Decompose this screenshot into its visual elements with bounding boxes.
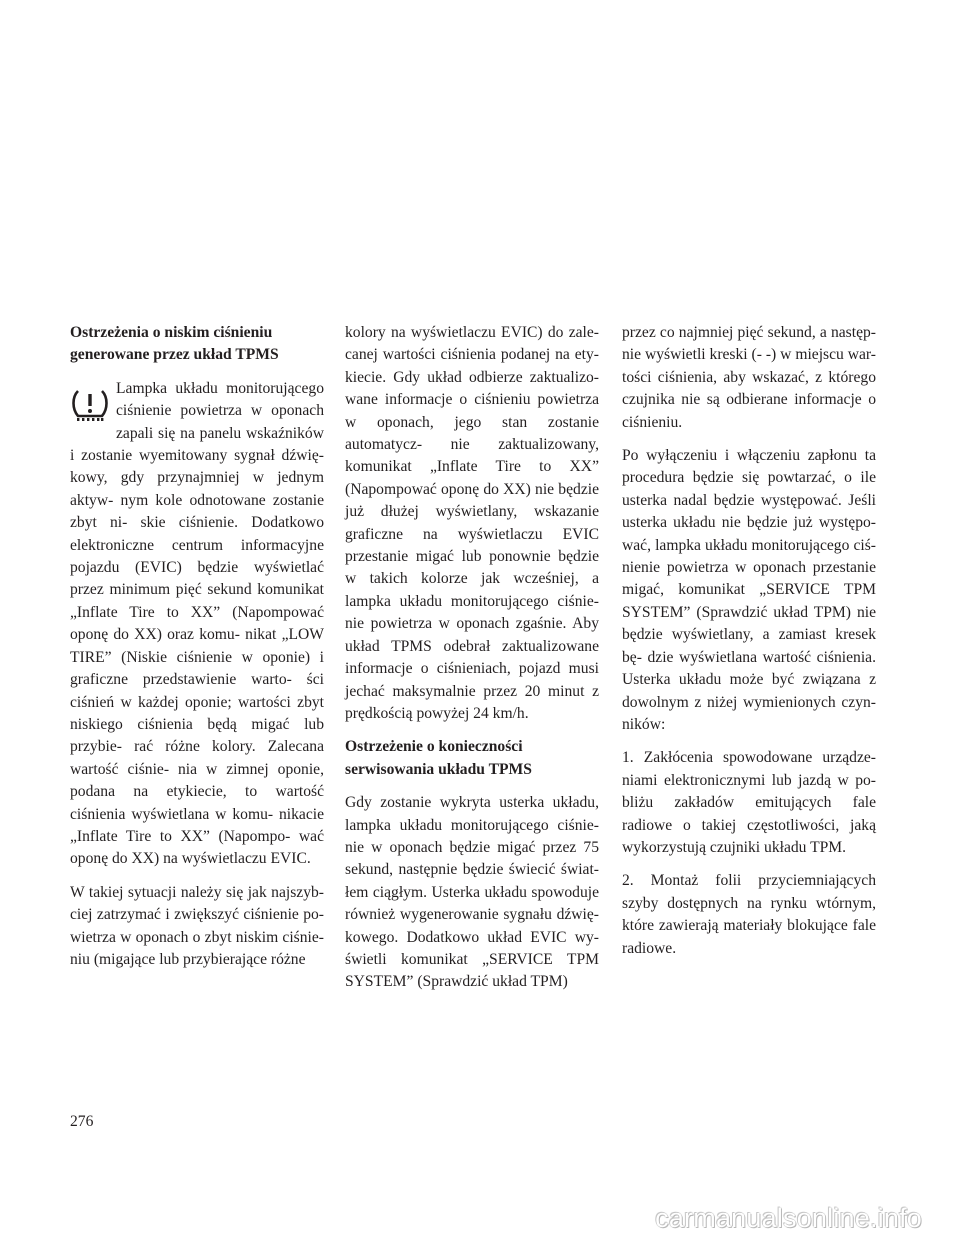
column-1	[70, 322, 324, 982]
paragraph: Lampka układu monitorującego ciśnienie powietrza w oponach zapali się na panelu wskaźników i zostanie wyemitowany sygnał dźwię- kowy, gdy przynajmniej w jednym aktyw- nym kole odnotowane zostanie zbyt ni- skie ciśnienie. Dodatkowo elektroniczne centrum informacyjne pojazdu (EVIC) będzie wyświetlać przez minimum pięć sekund komunikat „Inflate Tire to XX” (Napompować oponę do XX) oraz komu- nikat „LOW TIRE” (Niskie ciśnienie w oponie) i graficzne przedstawienie warto- ści ciśnień w każdej oponie; wartości zbyt niskiego ciśnienia będą migać lub przybie- rać różne kolory. Zalecana wartość ciśnie- nia w zimnej oponie, podana na etykiecie, to wartość ciśnienia wyświetlana w komu- nikacie „Inflate Tire to XX” (Napompo- wać oponę do XX) na wyświetlaczu EVIC.	[70, 379, 324, 868]
paragraph-with-icon	[70, 378, 324, 871]
paragraph: przez co najmniej pięć sekund, a następ- nie wyświetli kreski (- -) w miejscu war- tości ciśnienia, aby wskazać, z którego czujnika nie są odbierane informacje o ciśnieniu.	[622, 324, 876, 431]
paragraph: Gdy zostanie wykryta usterka układu, lampka układu monitorującego ciśnie- nie w oponach będzie migać przez 75 sekund, następnie będzie świecić świat- łem ciągłym. Usterka układu spowoduje również wygenerowanie sygnału dźwię- kowego. Dodatkowo układ EVIC wy- świetli komunikat „SERVICE TPM SYSTEM” (Sprawdzić układ TPM)	[345, 794, 599, 991]
tpms-warning-icon	[70, 386, 110, 424]
list-item: 2. Montaż folii przyciemniających szyby dostępnych na rynku wtórnym, które zawierają materiały blokujące fale radiowe.	[622, 872, 876, 957]
column-3	[622, 322, 876, 971]
watermark: carmanualsonline.info	[655, 1203, 922, 1233]
column-2	[345, 322, 599, 1005]
paragraph: W takiej sytuacji należy się jak najszyb- ciej zatrzymać i zwiększyć ciśnienie po- wietrza w oponach o zbyt niskim ciśnie- niu (migające lub przybierające różne	[70, 883, 324, 968]
paragraph: kolory na wyświetlaczu EVIC) do zale- canej wartości ciśnienia podanej na ety- kiecie. Gdy układ odbierze zaktualizo- wane informacje o ciśnieniu powietrza w oponach, jego stan zostanie automatycz- nie zaktualizowany, komunikat „Inflate Tire to XX” (Napompować oponę do XX) nie będzie już dłużej wyświetlany, wskazanie graficzne na wyświetlaczu EVIC przestanie migać lub ponownie będzie w takich kolorze jak wcześniej, a lampka układu monitorującego ciśnie- nie powietrza w oponach zgaśnie. Aby układ TPMS odebrał zaktualizowane informacje o ciśnieniach, pojazd musi jechać maksymalnie przez 20 minut z prędkością powyżej 24 km/h.	[345, 324, 599, 722]
section-heading-low-pressure: Ostrzeżenia o niskim ciśnieniu generowane przez układ TPMS	[70, 324, 279, 364]
paragraph: Po wyłączeniu i włączeniu zapłonu ta procedura będzie się powtarzać, o ile usterka nadal będzie występować. Jeśli usterka układu nie będzie już występo- wać, lampka układu monitorującego ciś- nienie powietrza w oponach przestanie migać, komunikat „SERVICE TPM SYSTEM” (Sprawdzić układ TPM) nie będzie wyświetlany, a zamiast kresek bę- dzie wyświetlana wartość ciśnienia. Usterka układu może być związana z dowolnym z niżej wymienionych czyn- ników:	[622, 447, 876, 733]
page-number: 276	[70, 1113, 94, 1130]
list-item: 1. Zakłócenia spowodowane urządze- niami elektronicznymi lub jazdą w po- bliżu zakładów emitujących fale radiowe o takiej częstotliwości, jaką wykorzystują czujniki układu TPM.	[622, 749, 876, 856]
section-heading-service: Ostrzeżenie o konieczności serwisowania układu TPMS	[345, 738, 532, 778]
